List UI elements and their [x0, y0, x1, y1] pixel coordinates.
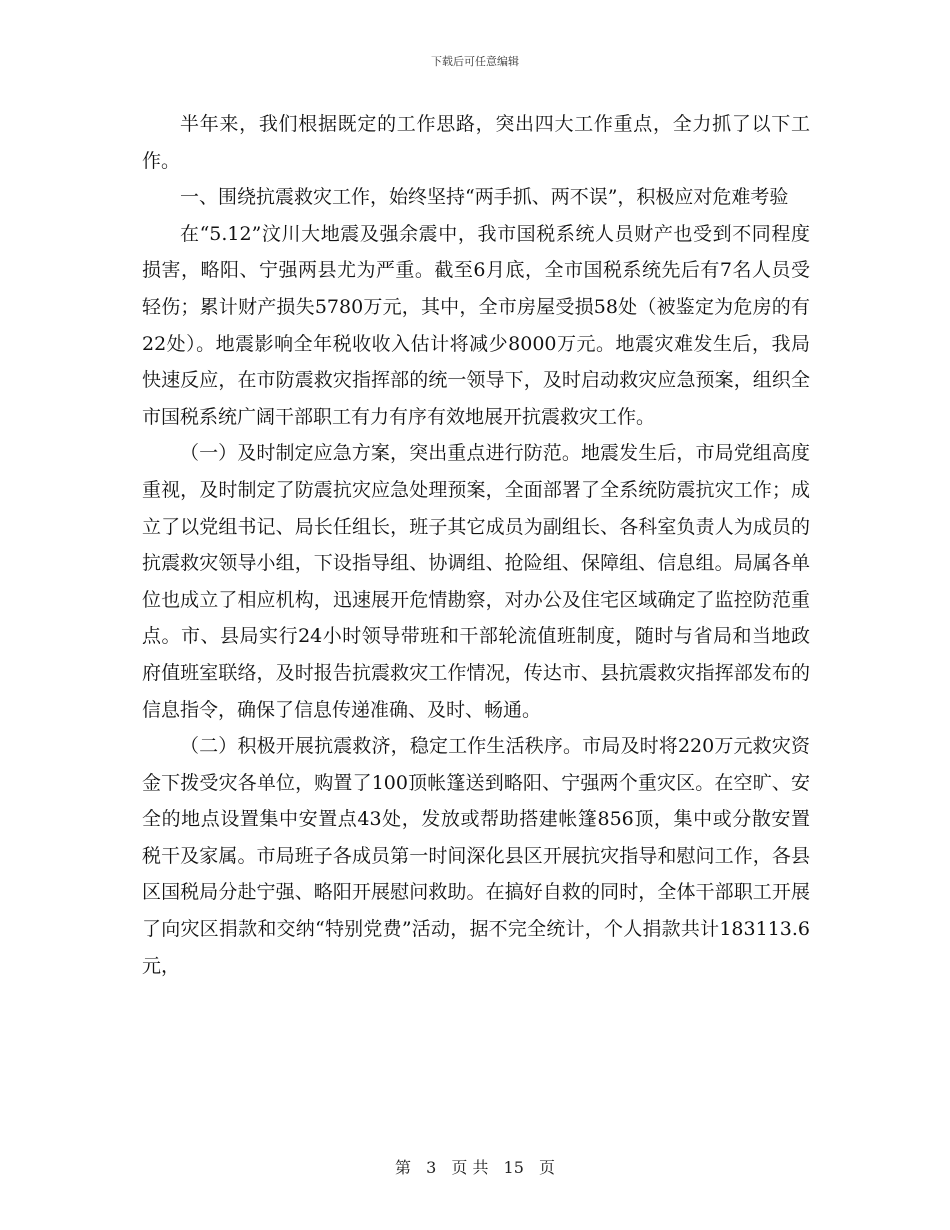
paragraph-intro: 半年来，我们根据既定的工作思路，突出四大工作重点，全力抓了以下工作。 [142, 113, 810, 172]
page-header-note: 下载后可任意编辑 [431, 55, 519, 68]
footer-total-pages: 15 [503, 1158, 524, 1177]
paragraph-relief-work: （二）积极开展抗震救济，稳定工作生活秩序。市局及时将220万元救灾资金下拨受灾各单位，购置了100顶帐篷送到略阳、宁强两个重灾区。在空旷、安全的地点设置集中安置点43处，发放或帮助搭建帐篷856顶，集中或分散安置税干及家属。市局班子各成员第一时间深化县区开展抗灾指导和慰问工作，各县区国税局分赴宁强、略阳开展慰问救助。在搞好自救的同时，全体干部职工开展了向灾区捐款和交纳“特别党费”活动，据不完全统计，个人捐款共计183113.6元， [142, 735, 810, 977]
section-heading-1: 一、围绕抗震救灾工作，始终坚持“两手抓、两不误”，积极应对危难考验 [180, 186, 789, 209]
footer-middle: 页 共 [451, 1158, 489, 1177]
footer-suffix: 页 [539, 1158, 556, 1177]
page-footer [0, 1155, 950, 1178]
paragraph-earthquake-impact: 在“5.12”汶川大地震及强余震中，我市国税系统人员财产也受到不同程度损害，略阳、宁强两县尤为严重。截至6月底，全市国税系统先后有7名人员受轻伤；累计财产损失5780万元，其中，全市房屋受损58处（被鉴定为危房的有22处）。地震影响全年税收收入估计将减少8000万元。地震灾难发生后，我局快速反应，在市防震救灾指挥部的统一领导下，及时启动救灾应急预案，组织全市国税系统广阔干部职工有力有序有效地展开抗震救灾工作。 [142, 222, 810, 428]
footer-current-page: 3 [426, 1158, 437, 1177]
document-body [142, 106, 810, 984]
paragraph-emergency-plan: （一）及时制定应急方案，突出重点进行防范。地震发生后，市局党组高度重视，及时制定了防震抗灾应急处理预案，全面部署了全系统防震抗灾工作；成立了以党组书记、局长任组长，班子其它成员为副组长、各科室负责人为成员的抗震救灾领导小组，下设指导组、协调组、抢险组、保障组、信息组。局属各单位也成立了相应机构，迅速展开危情勘察，对办公及住宅区域确定了监控防范重点。市、县局实行24小时领导带班和干部轮流值班制度，随时与省局和当地政府值班室联络，及时报告抗震救灾工作情况，传达市、县抗震救灾指挥部发布的信息指令，确保了信息传递准确、及时、畅通。 [142, 442, 810, 721]
footer-prefix: 第 [394, 1158, 411, 1177]
